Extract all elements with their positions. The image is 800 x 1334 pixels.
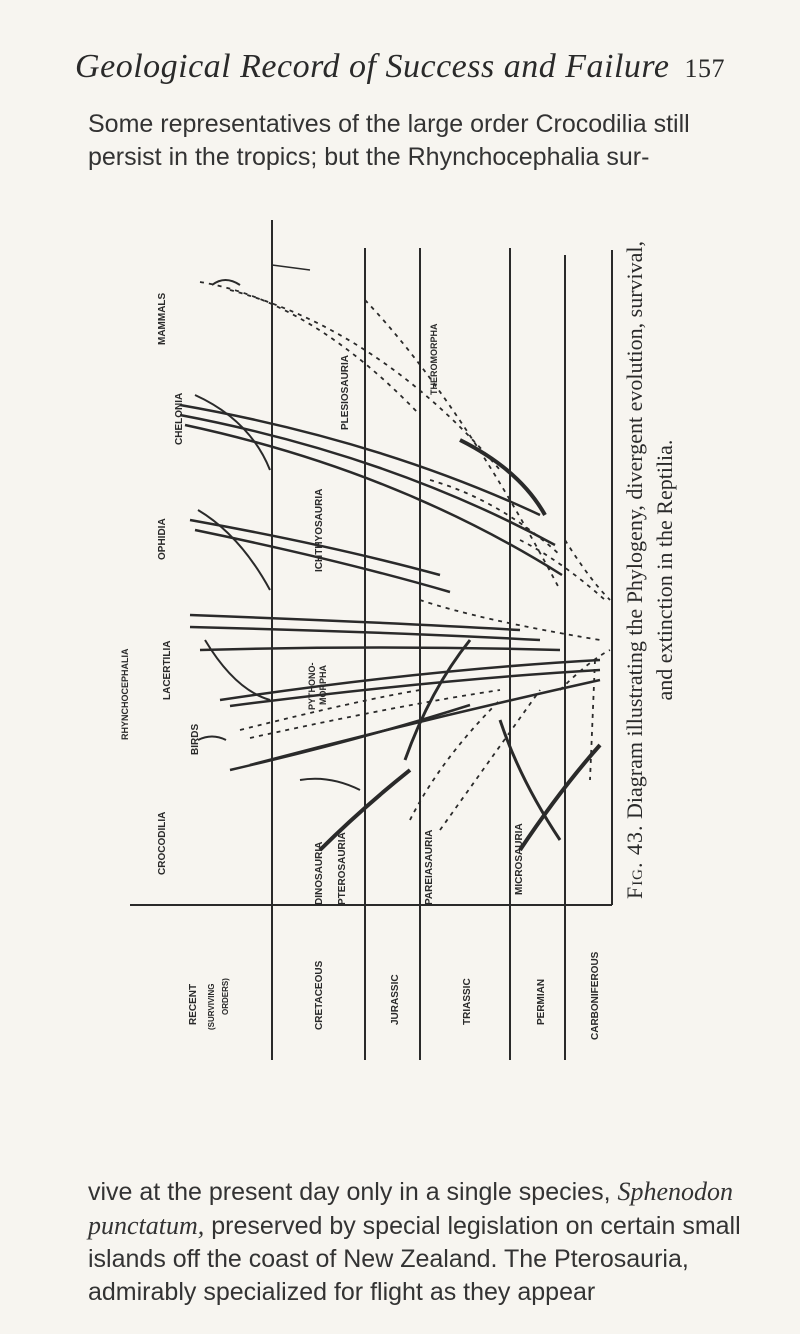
period-recent-sub1: (SURVIVING — [207, 983, 216, 1030]
period-recent: RECENT — [188, 983, 199, 1025]
period-jurassic: JURASSIC — [390, 974, 401, 1025]
label-dinosauria: DINOSAURIA — [314, 841, 325, 905]
label-ophidia: OPHIDIA — [157, 518, 168, 560]
period-permian: PERMIAN — [536, 978, 547, 1025]
paragraph-bottom-end: preserved by special legislation on certain small islands off the coast of New Zealand. The Pterosauria, admirably specialized for flight as they appear — [88, 1212, 741, 1306]
page-number: 157 — [684, 54, 725, 83]
figure-label: Fig. 43. — [622, 824, 647, 900]
figure-caption — [618, 240, 718, 900]
label-lacertilia: LACERTILIA — [162, 640, 173, 700]
label-mammals: MAMMALS — [157, 292, 168, 345]
label-microsauria: MICROSAURIA — [514, 823, 525, 895]
label-plesiosauria: PLESIOSAURIA — [340, 354, 351, 430]
label-crocodilia: CROCODILIA — [157, 811, 168, 875]
running-head-title: Geological Record of Success and Failure — [75, 48, 670, 85]
period-cretaceous: CRETACEOUS — [314, 960, 325, 1030]
paragraph-bottom-start: vive at the present day only in a single species, — [88, 1178, 611, 1206]
label-rhynchocephalia: RHYNCHOCEPHALIA — [120, 648, 130, 740]
label-pareiasauria: PAREIASAURIA — [424, 829, 435, 905]
paragraph-top: Some representatives of the large order Crocodilia still persist in the tropics; but the Rhynchocephalia sur- — [88, 110, 690, 171]
period-recent-sub2: ORDERS) — [221, 978, 230, 1015]
period-triassic: TRIASSIC — [462, 978, 473, 1025]
paragraph-bottom — [88, 1175, 748, 1309]
label-birds: BIRDS — [190, 723, 201, 755]
label-chelonia: CHELONIA — [174, 392, 185, 445]
period-carboniferous: CARBONIFEROUS — [590, 951, 601, 1040]
species-name: Sphenodon punctatum, — [88, 1177, 734, 1240]
label-ichthyosauria: ICHTHYOSAURIA — [314, 488, 325, 572]
label-pterosauria: PTEROSAURIA — [337, 832, 348, 905]
figure-caption-text: Diagram illustrating the Phylogeny, divergent evolution, survival, and extinction in the Reptilia. — [622, 240, 677, 819]
label-morpha: MORPHA — [318, 665, 328, 705]
label-pythono: PYTHONO- — [307, 662, 317, 710]
label-theromorpha: THEROMORPHA — [429, 323, 439, 395]
